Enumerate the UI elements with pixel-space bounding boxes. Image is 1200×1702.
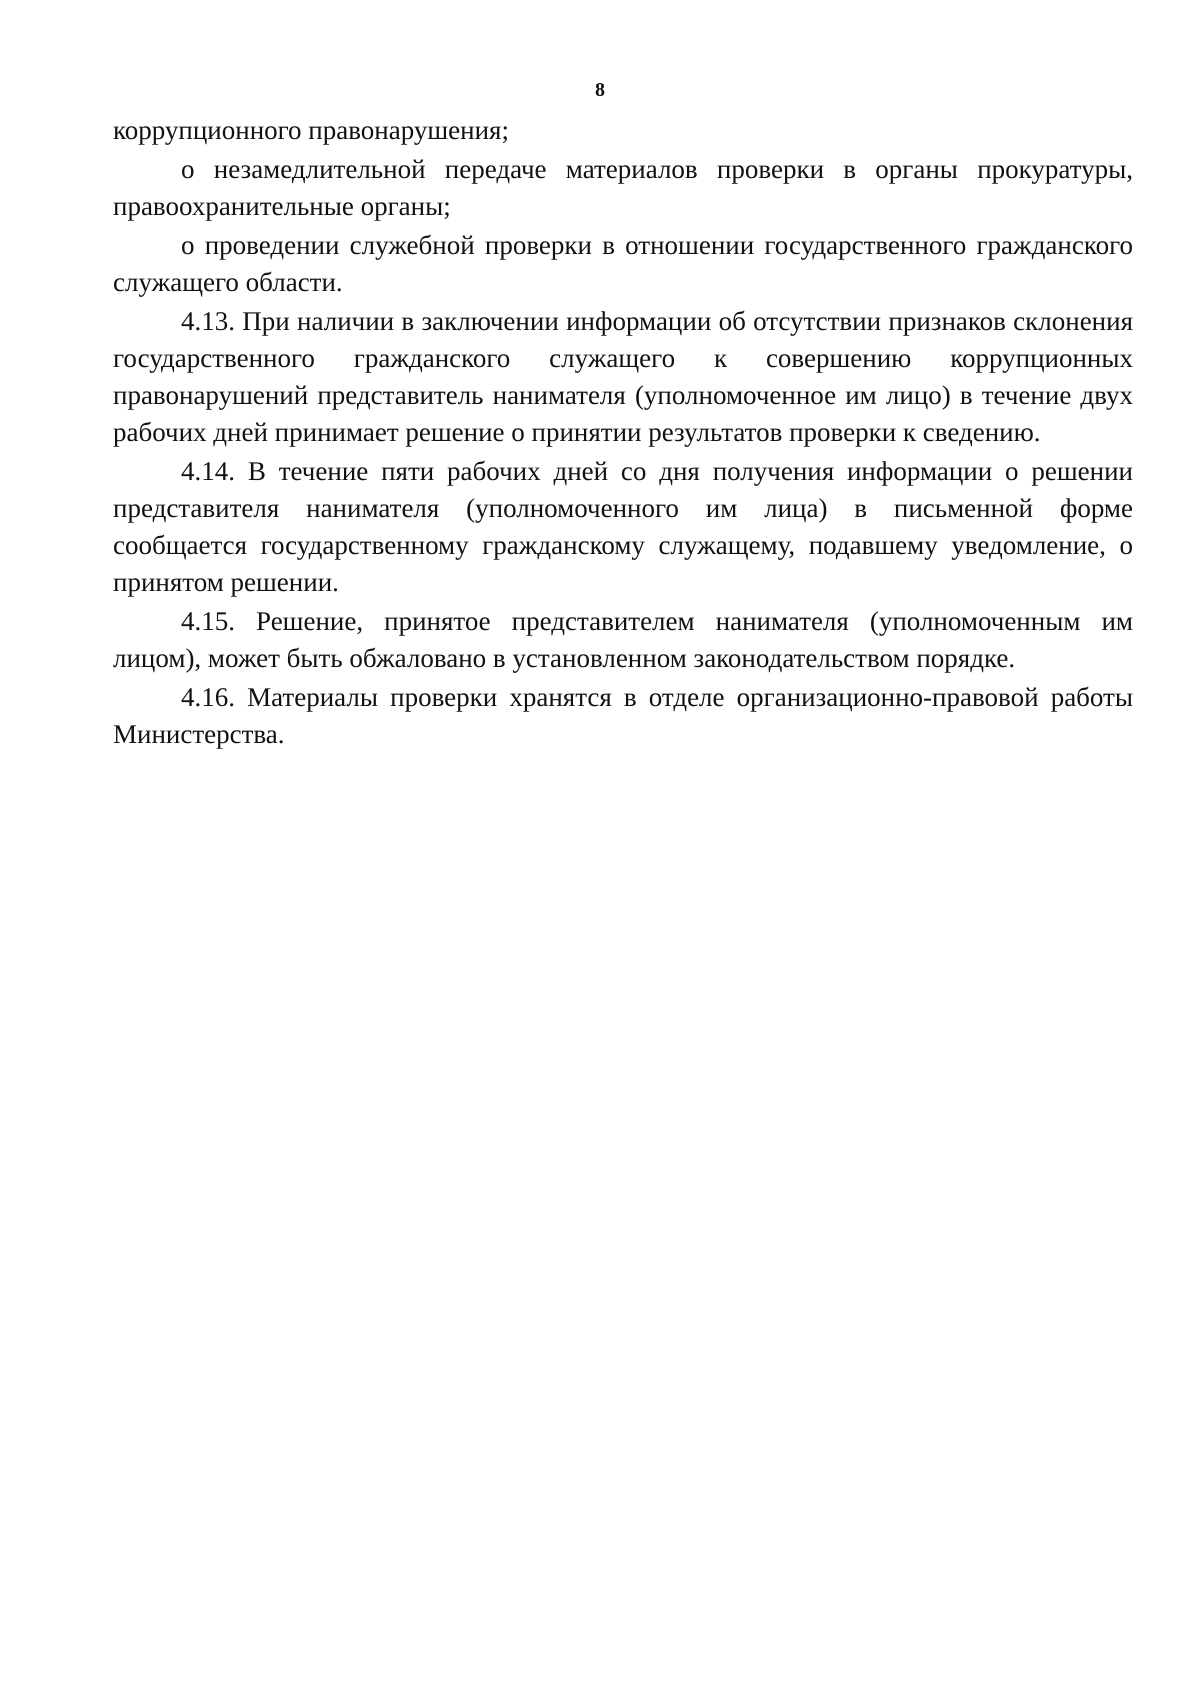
paragraph-official-inspection: о проведении служебной проверки в отношении государственного гражданского служащего области. — [113, 230, 1133, 297]
paragraph-4-15: 4.15. Решение, принятое представителем нанимателя (уполномоченным им лицом), может быть обжаловано в установленном законодательством порядке. — [113, 606, 1133, 673]
paragraph-continuation: коррупционного правонарушения; — [113, 115, 509, 145]
paragraph-4-14: 4.14. В течение пяти рабочих дней со дня получения информации о решении представителя нанимателя (уполномоченного им лица) в письменной форме сообщается государственному гражданскому служащему, подавшему уведомление, о принятом решении. — [113, 456, 1133, 597]
paragraph-4-13: 4.13. При наличии в заключении информации об отсутствии признаков склонения государственного гражданского служащего к совершению коррупционных правонарушений представитель нанимателя (уполномоченное им лицо) в течение двух рабочих дней принимает решение о принятии результатов проверки к сведению. — [113, 306, 1133, 447]
paragraph-prosecution-transfer: о незамедлительной передаче материалов проверки в органы прокуратуры, правоохранительные органы; — [113, 154, 1133, 221]
document-body — [113, 112, 1133, 755]
page-number: 8 — [595, 79, 605, 101]
paragraph-4-16: 4.16. Материалы проверки хранятся в отделе организационно-правовой работы Министерства. — [113, 682, 1133, 749]
